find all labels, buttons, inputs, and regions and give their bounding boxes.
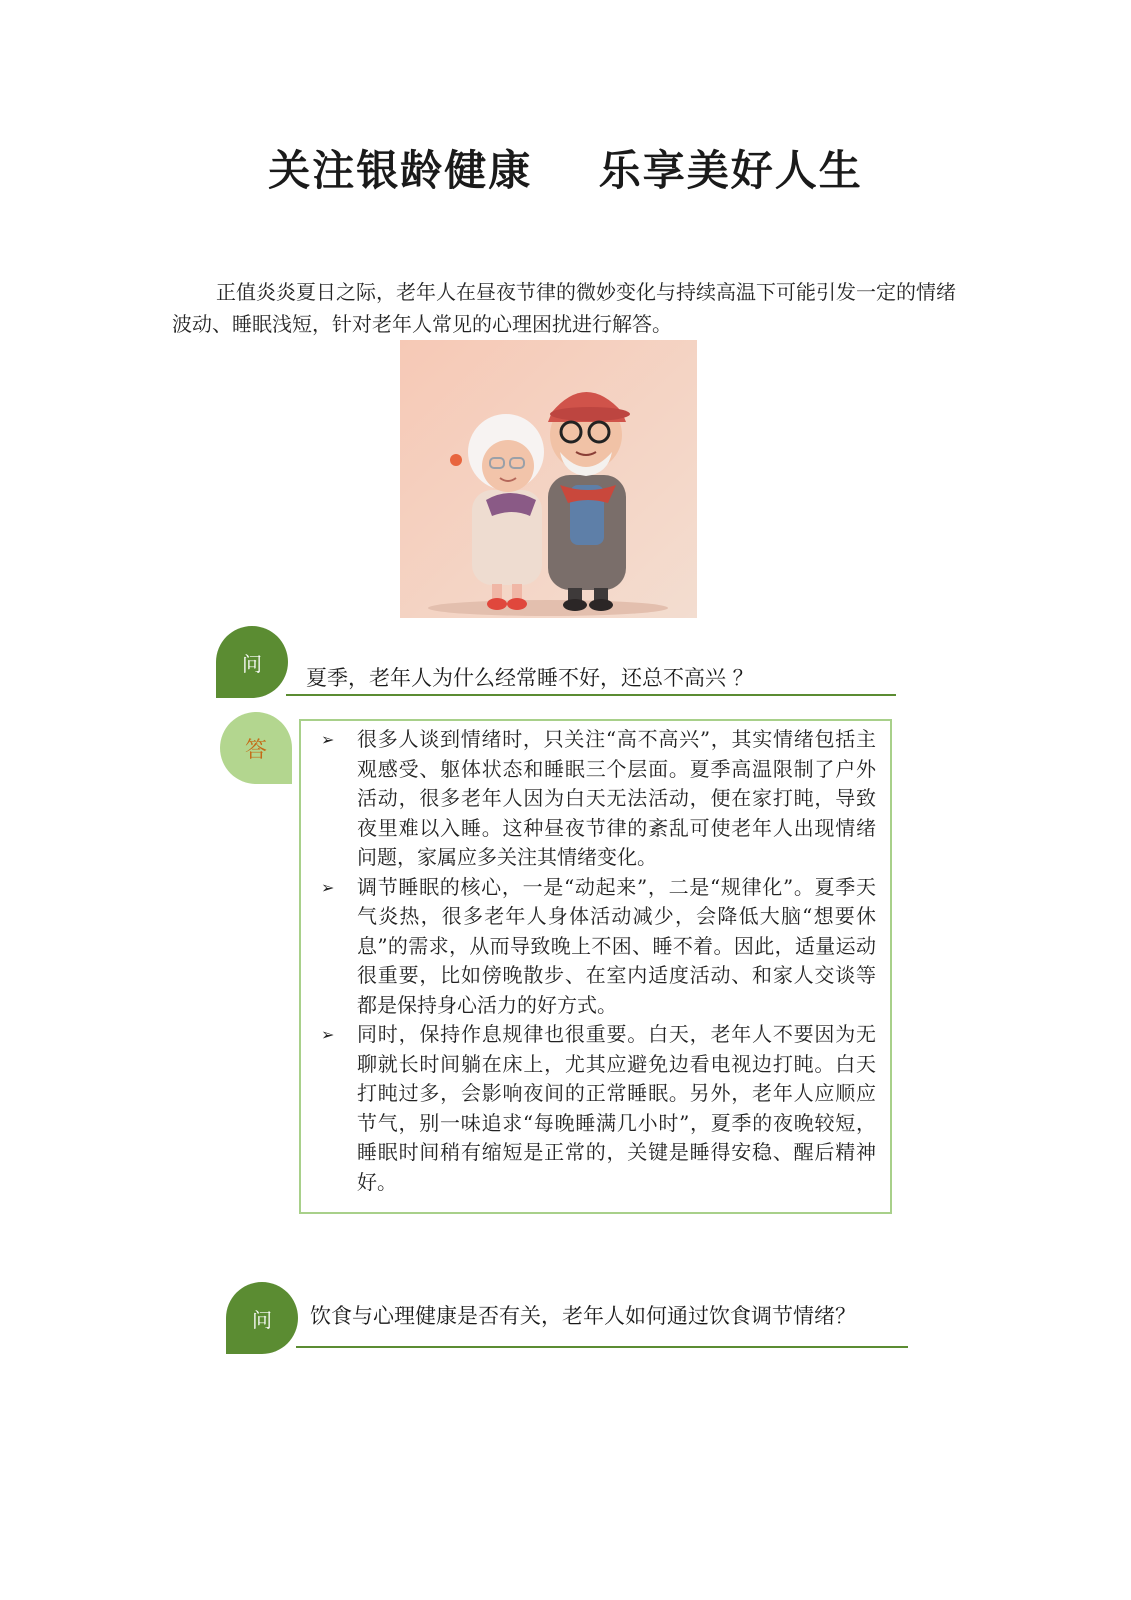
question-2-text: 饮食与心理健康是否有关，老年人如何通过饮食调节情绪？ — [310, 1304, 856, 1328]
arrow-bullet-icon: ➢ — [321, 877, 335, 897]
elderly-couple-illustration — [400, 340, 697, 618]
question-1-text: 夏季，老年人为什么经常睡不好，还总不高兴 ？ — [306, 666, 754, 690]
question-badge-1: 问 — [216, 626, 288, 698]
question-1-underline — [286, 694, 896, 696]
page-title: 关注银龄健康 乐享美好人生 — [268, 146, 863, 195]
answer-point-3: 同时，保持作息规律也很重要。白天，老年人不要因为无聊就长时间躺在床上，尤其应避免边看电视边打盹。白天打盹过多，会影响夜间的正常睡眠。另外，老年人应顺应节气，别一味追求“每晚睡满几小时”，夏季的夜晚较短，睡眠时间稍有缩短是正常的，关键是睡得安稳、醒后精神好。 — [357, 1022, 876, 1194]
list-item — [321, 725, 876, 873]
question-badge-2: 问 — [226, 1282, 298, 1354]
list-item — [321, 873, 876, 1021]
answer-point-1: 很多人谈到情绪时，只关注“高不高兴”，其实情绪包括主观感受、躯体状态和睡眠三个层面。夏季高温限制了户外活动，很多老年人因为白天无法活动，便在家打盹，导致夜里难以入睡。这种昼夜节律的紊乱可使老年人出现情绪问题，家属应多关注其情绪变化。 — [357, 727, 876, 869]
list-item — [321, 1020, 876, 1197]
answer-box-1 — [299, 719, 892, 1214]
arrow-bullet-icon: ➢ — [321, 730, 335, 749]
answer-list — [301, 721, 890, 1197]
intro-paragraph: 正值炎炎夏日之际，老年人在昼夜节律的微妙变化与持续高温下可能引发一定的情绪波动、睡眠浅短，针对老年人常见的心理困扰进行解答。 — [172, 280, 956, 336]
answer-point-2: 调节睡眠的核心，一是“动起来”，二是“规律化”。夏季天气炎热，很多老年人身体活动减少，会降低大脑“想要休息”的需求，从而导致晚上不困、睡不着。因此，适量运动很重要，比如傍晚散步、在室内适度活动、和家人交谈等都是保持身心活力的好方式。 — [357, 874, 876, 1017]
arrow-bullet-icon: ➢ — [321, 1025, 335, 1044]
question-2-underline — [296, 1346, 908, 1348]
answer-badge-1: 答 — [220, 712, 292, 784]
